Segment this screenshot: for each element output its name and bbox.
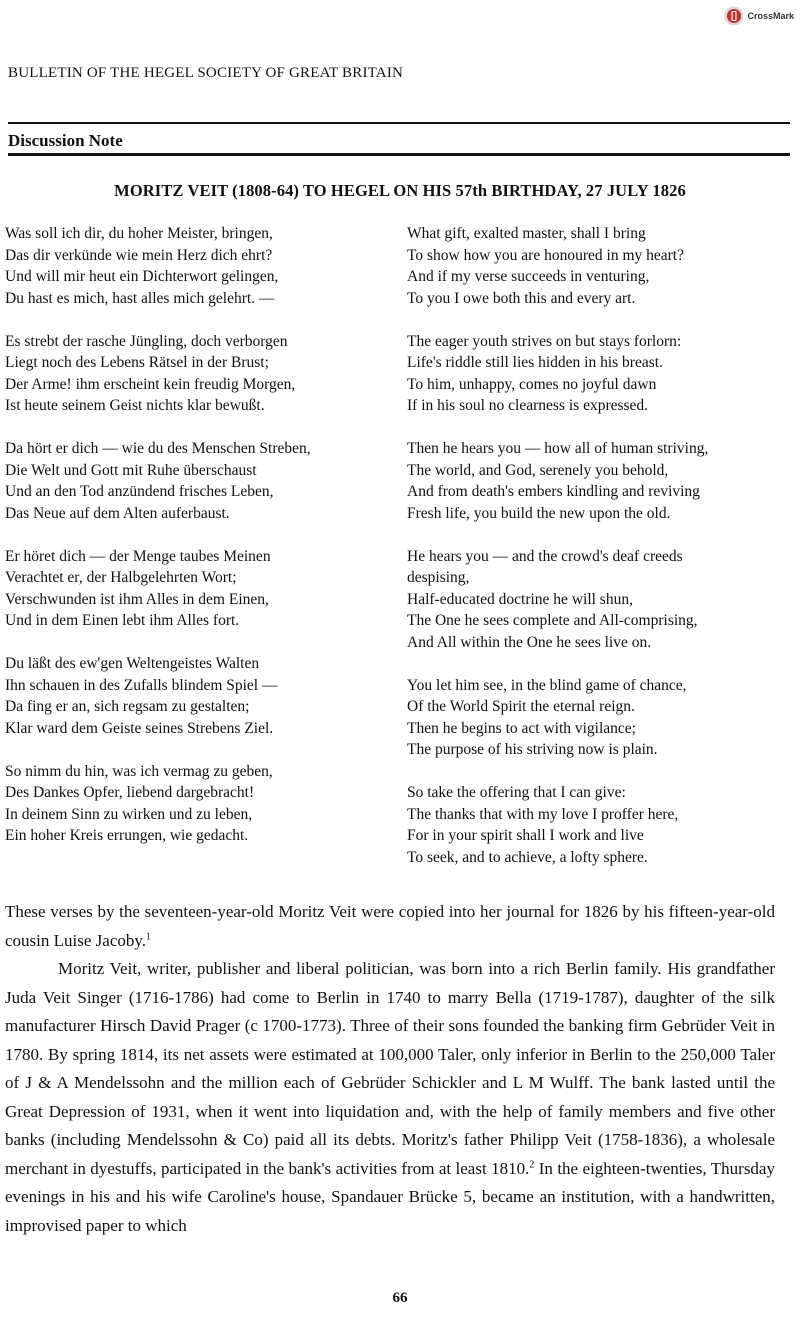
verse-line: Verachtet er, der Halbgelehrten Wort; — [5, 569, 237, 586]
crossmark-label: CrossMark — [747, 11, 794, 21]
verse-line: To you I owe both this and every art. — [407, 289, 636, 307]
paragraph-2: Moritz Veit, writer, publisher and liberal politician, was born into a rich Berlin family. His grandfather Juda Veit Singer (1716-1786) had come to Berlin in 1740 to marry Bella (1719-1787), daughter of the silk manufacturer Hirsch David Prager (c 1700-1773). Three of their sons founded the banking firm Gebrüder Veit in 1780. By spring 1814, its net assets were estimated at 100,000 Taler, only inferior in Berlin to the 250,000 Taler of J & A Mendelssohn and the million each of Gebrüder Schickler and L M Wulff. The bank lasted until the Great Depression of 1931, when it went into liquidation and, with the help of family members and five other banks (including Mendelssohn & Co) paid all its debts. Moritz's father Philipp Veit (1758-1836), a wholesale merchant in dyestuffs, participated in the bank's activities from at least 1810.$^2$ In the eighteen-twenties, Thursday evenings in his and his wife Caroline's house, Spandauer Brücke 5, became an institution, with a handwritten, improvised paper to which — [5, 959, 775, 1235]
verse-line: The world, and God, serenely you behold, — [407, 461, 669, 479]
stanza — [407, 438, 797, 524]
verse-line: Then he hears you — how all of human striving, — [407, 440, 709, 457]
verse-line: And if my verse succeeds in venturing, — [407, 268, 650, 285]
verse-line: In deinem Sinn zu wirken und zu leben, — [5, 805, 253, 823]
top-rule — [8, 122, 790, 124]
verse-line: Das dir verkünde wie mein Herz dich ehrt? — [5, 246, 273, 264]
verse-line: Ihn schauen in des Zufalls blindem Spiel — — [5, 676, 278, 694]
verse-line: Life's riddle still lies hidden in his breast. — [407, 354, 663, 371]
stanza — [407, 782, 797, 868]
verse-line: You let him see, in the blind game of chance, — [407, 676, 687, 694]
stanza — [5, 546, 390, 632]
verse-line: To him, unhappy, comes no joyful dawn — [407, 375, 657, 393]
verse-line: And All within the One he sees live on. — [407, 633, 652, 651]
verse-line: Es strebt der rasche Jüngling, doch verborgen — [5, 332, 288, 350]
stanza — [5, 438, 390, 524]
verse-line: Half-educated doctrine he will shun, — [407, 590, 633, 608]
verse-line: Klar ward dem Geiste seines Strebens Ziel. — [5, 719, 274, 737]
verse-line: The thanks that with my love I proffer here, — [407, 805, 679, 823]
verse-line: Da fing er an, sich regsam zu gestalten; — [5, 698, 250, 715]
verse-line: If in his soul no clearness is expressed. — [407, 397, 649, 414]
verse-line: Und in dem Einen lebt ihm Alles fort. — [5, 612, 240, 629]
stanza — [5, 331, 390, 417]
stanza — [5, 761, 390, 847]
verse-line: Of the World Spirit the eternal reign. — [407, 698, 635, 715]
verse-line: For in your spirit shall I work and live — [407, 827, 644, 844]
verse-line: Du läßt des ew'gen Weltengeistes Walten — [5, 655, 260, 672]
verse-line: Fresh life, you build the new upon the old. — [407, 504, 671, 522]
verse-line: Ist heute seinem Geist nichts klar bewußt. — [5, 397, 265, 414]
crossmark-icon — [724, 6, 744, 26]
verse-line: Und will mir heut ein Dichterwort gelingen, — [5, 268, 279, 285]
verse-line: Da hört er dich — wie du des Menschen Streben, — [5, 440, 311, 457]
verse-line: To show how you are honoured in my heart? — [407, 246, 684, 264]
verse-line: Du hast es mich, hast alles mich gelehrt. — — [5, 289, 275, 307]
stanza — [407, 675, 797, 761]
verse-line: So take the offering that I can give: — [407, 784, 626, 801]
verse-line: Er höret dich — der Menge taubes Meinen — [5, 547, 271, 565]
journal-title: BULLETIN OF THE HEGEL SOCIETY OF GREAT BRITAIN — [8, 65, 404, 81]
stanza — [407, 223, 797, 309]
verse-line: Das Neue auf dem Alten auferbaust. — [5, 504, 230, 522]
verse-line: Liegt noch des Lebens Rätsel in der Brust; — [5, 354, 269, 371]
verse-line: Was soll ich dir, du hoher Meister, bringen, — [5, 225, 273, 242]
verse-line: The eager youth strives on but stays forlorn: — [407, 332, 682, 350]
german-poem — [5, 223, 390, 868]
article-title: MORITZ VEIT (1808-64) TO HEGEL ON HIS 57th BIRTHDAY, 27 JULY 1826 — [114, 181, 686, 200]
verse-line: despising, — [407, 569, 470, 586]
stanza — [407, 546, 797, 654]
verse-line: And from death's embers kindling and reviving — [407, 483, 700, 500]
verse-line: The One he sees complete and All-comprising, — [407, 612, 698, 629]
section-heading: Discussion Note — [8, 131, 123, 150]
verse-line: He hears you — and the crowd's deaf creeds — [407, 547, 683, 565]
verse-line: Und an den Tod anzündend frisches Leben, — [5, 483, 274, 500]
verse-line: Then he begins to act with vigilance; — [407, 719, 636, 737]
stanza — [5, 653, 390, 739]
verse-line: The purpose of his striving now is plain. — [407, 741, 658, 758]
verse-line: Der Arme! ihm erscheint kein freudig Morgen, — [5, 375, 296, 393]
verse-line: So nimm du hin, was ich vermag zu geben, — [5, 762, 273, 780]
verse-line: Des Dankes Opfer, liebend dargebracht! — [5, 784, 255, 801]
verse-line: Verschwunden ist ihm Alles in dem Einen, — [5, 590, 269, 608]
bottom-rule — [8, 153, 790, 156]
footnote-ref-1[interactable]: 1 — [146, 930, 152, 942]
stanza — [5, 223, 390, 309]
article-body — [5, 898, 775, 1240]
verse-line: What gift, exalted master, shall I bring — [407, 225, 646, 242]
paragraph-1: These verses by the seventeen-year-old Moritz Veit were copied into her journal for 1826 by his fifteen-year-old cousin Luise Jacoby.$^1$ — [5, 902, 775, 950]
verse-line: Die Welt und Gott mit Ruhe überschaust — [5, 461, 257, 479]
verse-line: To seek, and to achieve, a lofty sphere. — [407, 848, 648, 866]
verse-line: Ein hoher Kreis errungen, wie gedacht. — [5, 827, 249, 844]
english-translation — [407, 223, 797, 890]
stanza — [407, 331, 797, 417]
crossmark-badge[interactable] — [724, 6, 794, 26]
page-number: 66 — [392, 1290, 408, 1306]
footnote-ref-2[interactable]: 2 — [529, 1158, 535, 1170]
